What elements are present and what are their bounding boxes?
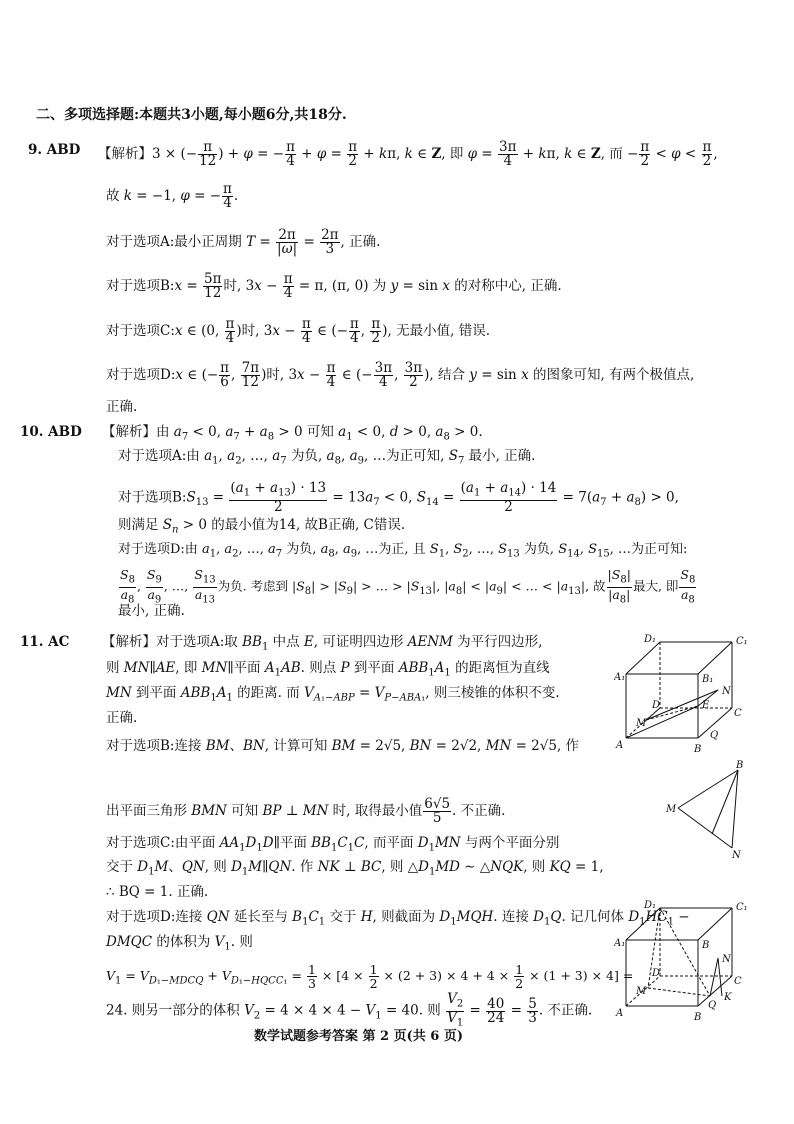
- label-b-top: B: [702, 940, 710, 951]
- label-d: D: [652, 700, 661, 711]
- q9-label: 9. ABD: [28, 142, 81, 158]
- q11-option-b-1: 对于选项B:连接 BM、BN, 计算可知 BM = 2√5, BN = 2√2, MN = 2√5, 作: [106, 738, 580, 754]
- q11-label: 11. AC: [20, 634, 70, 650]
- q11-line2: 则 MN∥AE, 即 MN∥平面 $A_1AB$. 则点 P 到平面 $ABB_1A_1$ 的距离恒为直线: [106, 660, 550, 679]
- label-c: C: [734, 976, 742, 987]
- q11-option-c-2: 交于 $D_1M$、QN, 则 $D_1M\parallel QN$. 作 NK ⊥ BC, 则 $\triangle D_1MD$ ∼ △NQK, 则 KQ = 1,: [106, 859, 604, 878]
- label-q: Q: [710, 730, 719, 741]
- q9-option-b: 对于选项B:x = $\frac{5\pi}{12}$ 时, 3x − $\frac{\pi}{4}$ = π, (π, 0) 为 y = sin x 的对称中心, 正确.: [106, 271, 562, 301]
- label-b: B: [736, 760, 744, 771]
- q10-label: 10. ABD: [20, 424, 82, 440]
- label-n: N: [732, 850, 741, 861]
- label-n: N: [722, 686, 731, 697]
- label-e: E: [702, 700, 710, 711]
- page-footer: 数学试题参考答案 第 2 页(共 6 页): [254, 1029, 464, 1044]
- q9-option-a: 对于选项A:最小正周期 T = $\frac{2\pi}{|\omega|}$ = $\frac{2\pi}{3}$ , 正确.: [106, 227, 381, 257]
- label-a: A: [616, 740, 624, 751]
- label-m: M: [666, 804, 677, 815]
- q10-option-c: 则满足 $S_n > 0$ 的最小值为14, 故B正确, C错误.: [118, 517, 406, 536]
- label-d1: D₁: [644, 634, 657, 645]
- q11-option-d-4: 24. 则另一部分的体积 $V_2 = 4 \times 4 \times 4 - V_1 = 40$. 则 $\frac{V_2}{V_1}$ = $\frac{40}{24}$ = $\frac{5}{3}$ . 不正确.: [106, 991, 593, 1029]
- q9-option-c: 对于选项C:x ∈ (0, $\frac{\pi}{4}$ )时, 3x − $\frac{\pi}{4}$ ∈ (− $\frac{\pi}{4}$ , $\frac{\pi}{2}$ ), 无最小值, 错误.: [106, 316, 490, 346]
- label-b1: B₁: [702, 674, 714, 685]
- q11-option-d-1: 对于选项D:连接 QN 延长至与 $B_1C_1$ 交于 H, 则截面为 $D_1MQH$. 连接 $D_1Q$. 记几何体 $D_1HC_1$ −: [106, 909, 690, 928]
- q9-option-d-end: 正确.: [106, 399, 138, 415]
- q11-option-c-3: ∴ BQ = 1. 正确.: [106, 884, 209, 900]
- label-m: M: [636, 718, 647, 729]
- label-m: M: [636, 986, 647, 997]
- q10-option-d: 对于选项D:由 $a_1$, $a_2$, …, $a_7$ 为负, $a_8$, $a_9$, …为正, 且 $S_1$, $S_2$, …, $S_{13}$ 为负, $S_{14}$, $S_{15}$, …为正可知:: [118, 542, 688, 560]
- q11-line4: 正确.: [106, 710, 138, 726]
- label-c1: C₁: [736, 902, 748, 913]
- section-title: 二、多项选择题:本题共3小题,每小题6分,共18分.: [36, 107, 347, 123]
- label-c1: C₁: [736, 636, 748, 647]
- q9-line1: 【解析】3 × (− $\frac{\pi}{12}$ ) + φ = − $\frac{\pi}{4}$ + φ = $\frac{\pi}{2}$ + kπ, k ∈ Z, 即 φ = $\frac{3\pi}{4}$ + kπ, k ∈ Z, 而 − $\frac{\pi}{2}$ < φ < $\frac{\pi}{2}$ ,: [98, 139, 718, 169]
- label-c: C: [734, 708, 742, 719]
- q11-line1: 【解析】对于选项A:取 $BB_1$ 中点 E, 可证明四边形 AENM 为平行四边形,: [102, 634, 543, 653]
- q11-option-b-2: 出平面三角形 BMN 可知 BP ⊥ MN 时, 取得最小值 $\frac{6√5}{5}$ . 不正确.: [106, 796, 506, 826]
- label-a1: A₁: [614, 938, 626, 949]
- q11-option-d-2: DMQC 的体积为 $V_1$. 则: [106, 934, 253, 953]
- q10-option-a: 对于选项A:由 $a_1$, $a_2$, …, $a_7$ 为负, $a_8$, $a_9$, …为正可知, $S_7$ 最小, 正确.: [118, 448, 536, 467]
- q10-option-b: 对于选项$B:S_{13}$ = $\frac{(a_1 + a_{13}) \cdot 13}{2}$ = $13a_7 < 0$, $S_{14}$ = $\frac{(a_1 + a_{14}) \cdot 14}{2}$ = $7(a_7 + a_8) > 0$,: [118, 480, 679, 515]
- label-d: D: [652, 968, 661, 979]
- label-b: B: [694, 744, 702, 754]
- q11-option-c-1: 对于选项C:由平面 $AA_1D_1D\parallel$平面 $BB_1C_1C$, 而平面 $D_1MN$ 与两个平面分别: [106, 835, 560, 854]
- q9-line2: 故 k = −1, φ = − $\frac{\pi}{4}$ .: [106, 181, 239, 211]
- q11-line3: MN 到平面 $ABB_1A_1$ 的距离. 而 $V_{A_1-ABP} = V_{P-ABA_1}$, 则三棱锥的体积不变.: [106, 685, 560, 704]
- q10-option-d-end: 最小, 正确.: [118, 603, 185, 619]
- q9-option-d: 对于选项D:x ∈ (− $\frac{\pi}{6}$ , $\frac{7\pi}{12}$ )时, 3x − $\frac{\pi}{4}$ ∈ (− $\frac{3\pi}{4}$ , $\frac{3\pi}{2}$ ), 结合 y = sin x 的图象可知, 有两个极值点,: [106, 360, 695, 390]
- q11-option-d-3: $V_1 = V_{D_1-MDCQ} + V_{D_1-HQCC_1}$ = $\frac{1}{3}$ × [4 × $\frac{1}{2}$ × (2 + 3) × 4 + 4 × $\frac{1}{2}$ × (1 + 3) × 4] =: [106, 962, 634, 991]
- cube-figure-1: [614, 630, 764, 754]
- label-a: A: [616, 1008, 624, 1019]
- label-d1: D₁: [644, 900, 657, 911]
- triangle-bmn-figure: [662, 758, 762, 862]
- label-b: B: [694, 1012, 702, 1022]
- label-a1: A₁: [614, 672, 626, 683]
- cube-figure-2: [614, 896, 764, 1022]
- label-k: K: [724, 992, 732, 1003]
- q10-option-d-2: $\frac{S_8}{a_8}$ , $\frac{S_9}{a_9}$ , …, $\frac{S_{13}}{a_{13}}$ 为负. 考虑到 $|S_8| > |S_9|$ > … > $|S_{13}|$, $|a_8| < |a_9|$ < … < $|a_{13}|$, 故 $\frac{|S_8|}{|a_8|}$ 最大, 即 $\frac{S_8}{a_8}$: [120, 567, 696, 605]
- label-q: Q: [708, 1000, 717, 1011]
- label-n: N: [722, 954, 731, 965]
- q10-line1: 【解析】由 $a_7 < 0$, $a_7 + a_8 > 0$ 可知 $a_1 < 0$, d > 0, $a_8 > 0$.: [102, 424, 483, 443]
